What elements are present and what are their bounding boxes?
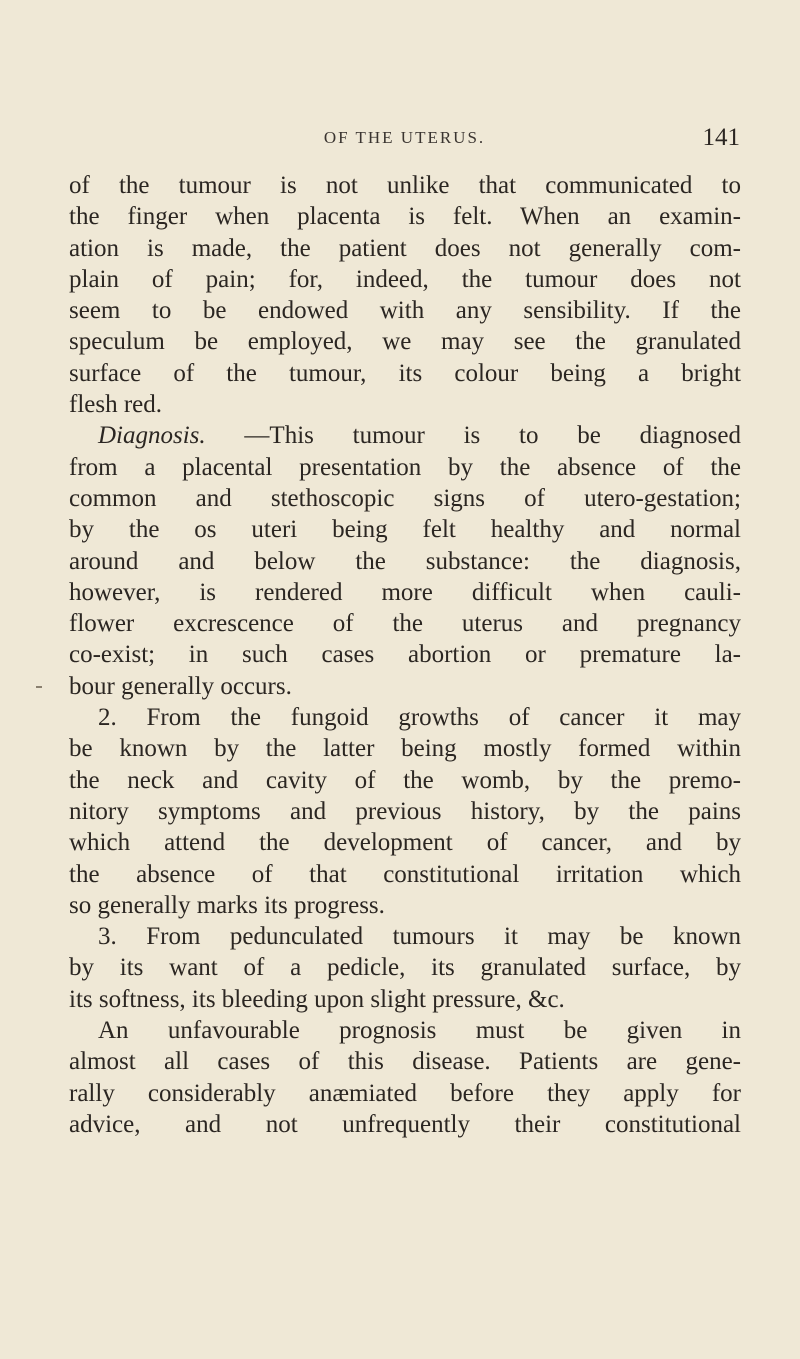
running-title: OF THE UTERUS.	[323, 128, 486, 147]
diagnosis-line-text: This tumour is to be diagnosed	[269, 422, 741, 450]
text-line: however, is rendered more difficult when cauli-	[69, 578, 741, 606]
text-line: flesh red.	[69, 391, 163, 419]
text-line: its softness, its bleeding upon slight pressure, &c.	[69, 985, 565, 1013]
diagnosis-dash: —	[205, 422, 270, 450]
text-line: plain of pain; for, indeed, the tumour does not	[69, 265, 741, 293]
text-line: from a placental presentation by the absence of the	[69, 453, 741, 481]
diagnosis-heading: Diagnosis.	[98, 422, 206, 450]
body-text	[69, 170, 741, 1140]
text-line: bour generally occurs.	[69, 672, 292, 700]
diagnosis-line	[69, 420, 741, 451]
text-line: co-exist; in such cases abortion or premature la-	[69, 641, 741, 669]
text-line: common and stethoscopic signs of utero-gestation;	[69, 484, 741, 512]
text-line: surface of the tumour, its colour being a bright	[69, 359, 741, 387]
text-line: be known by the latter being mostly formed within	[69, 735, 741, 763]
text-line: ation is made, the patient does not generally com-	[69, 234, 741, 262]
text-line: the neck and cavity of the womb, by the premo-	[69, 766, 741, 794]
text-line: the finger when placenta is felt. When an examin-	[69, 203, 741, 231]
text-line: flower excrescence of the uterus and pregnancy	[69, 610, 741, 638]
text-line: 3. From pedunculated tumours it may be known	[98, 923, 741, 951]
text-line: of the tumour is not unlike that communicated to	[69, 172, 741, 199]
text-line: 2. From the fungoid growths of cancer it may	[98, 704, 741, 732]
text-line: so generally marks its progress.	[69, 891, 385, 919]
margin-mark	[36, 686, 42, 688]
text-line: speculum be employed, we may see the granulated	[69, 328, 741, 356]
page-header	[69, 124, 740, 160]
text-line: which attend the development of cancer, and by	[69, 829, 741, 857]
text-line: the absence of that constitutional irritation which	[69, 860, 741, 888]
text-line: around and below the substance: the diagnosis,	[69, 547, 741, 575]
text-line: almost all cases of this disease. Patients are gene-	[69, 1048, 741, 1076]
text-line: An unfavourable prognosis must be given in	[98, 1017, 741, 1045]
text-line: nitory symptoms and previous history, by the pains	[69, 797, 741, 825]
text-line: by its want of a pedicle, its granulated surface, by	[69, 954, 741, 982]
text-line: seem to be endowed with any sensibility. If the	[69, 297, 741, 325]
text-line: advice, and not unfrequently their constitutional	[69, 1110, 741, 1138]
page-number: 141	[702, 124, 740, 151]
text-line: rally considerably anæmiated before they apply for	[69, 1079, 741, 1107]
text-line: by the os uteri being felt healthy and normal	[69, 516, 741, 544]
